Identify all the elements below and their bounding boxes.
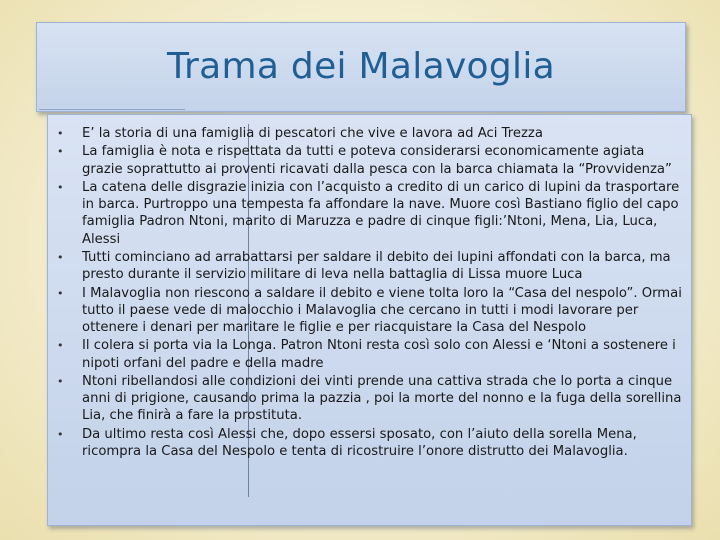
slide-title: Trama dei Malavoglia: [166, 46, 555, 87]
bullet-item: [57, 373, 685, 425]
bullet-item: [57, 337, 685, 371]
bullet-dot-icon: •: [57, 145, 64, 159]
bullet-text: La famiglia è nota e rispettata da tutti e poteva considerarsi economicamente agiata grazie soprattutto ai proventi ricavati dalla pesca con la barca chiamata la “Provvidenza”: [82, 144, 672, 177]
bullet-text: Il colera si porta via la Longa. Patron Ntoni resta così solo con Alessi e ‘Ntoni a sostenere i nipoti orfani del padre e della madre: [82, 338, 676, 371]
bullet-dot-icon: •: [57, 127, 64, 140]
title-placeholder: [36, 22, 686, 112]
bullet-text: La catena delle disgrazie inizia con l’acquisto a credito di un carico di lupini da trasportare in barca. Purtroppo una tempesta fa affondare la nave. Muore così Bastiano figlio del capo famiglia Padron Ntoni, marito di Maruzza e padre di cinque figli:’Ntoni, Mena, Lia, Luca, Alessi: [82, 179, 680, 247]
bullet-dot-icon: •: [57, 250, 64, 264]
bullet-text: Tutti cominciano ad arrabattarsi per saldare il debito dei lupini affondati con la barca, ma presto durante il servizio militare di leva nella battaglia di Lissa muore Luca: [82, 249, 671, 283]
bullet-dot-icon: •: [57, 339, 64, 353]
bullet-list: [57, 125, 685, 461]
bullet-dot-icon: •: [57, 180, 64, 194]
bullet-text: E’ la storia di una famiglia di pescatori che vive e lavora ad Aci Trezza: [82, 126, 543, 141]
bullet-item: [57, 426, 685, 460]
bullet-dot-icon: •: [57, 427, 64, 441]
bullet-item: [57, 143, 685, 177]
bullet-item: [57, 179, 685, 248]
bullet-text: Ntoni ribellandosi alle condizioni dei vinti prende una cattiva strada che lo porta a cinque anni di prigione, causando prima la pazzia , poi la morte del nonno e la fuga della sorellina Lia, che finirà a fare la prostituta.: [82, 373, 682, 424]
bullet-dot-icon: •: [57, 374, 64, 388]
bullet-dot-icon: •: [57, 286, 64, 300]
bullet-text: I Malavoglia non riescono a saldare il debito e viene tolta loro la “Casa del nespolo”. Ormai tutto il paese vede di malocchio i Malavoglia che cercano in tutti i modi lavorare per ottenere i denari per maritare le figlie e per riacquistare la Casa del Nespolo: [82, 285, 682, 335]
bullet-text: Da ultimo resta così Alessi che, dopo essersi sposato, con l’aiuto della sorella Mena, ricompra la Casa del Nespolo e tenta di ricostruire l’onore distrutto dei Malavoglia.: [82, 426, 637, 459]
bullet-item: [57, 285, 685, 337]
bullet-item: [57, 249, 685, 283]
bullet-item: [57, 125, 685, 142]
